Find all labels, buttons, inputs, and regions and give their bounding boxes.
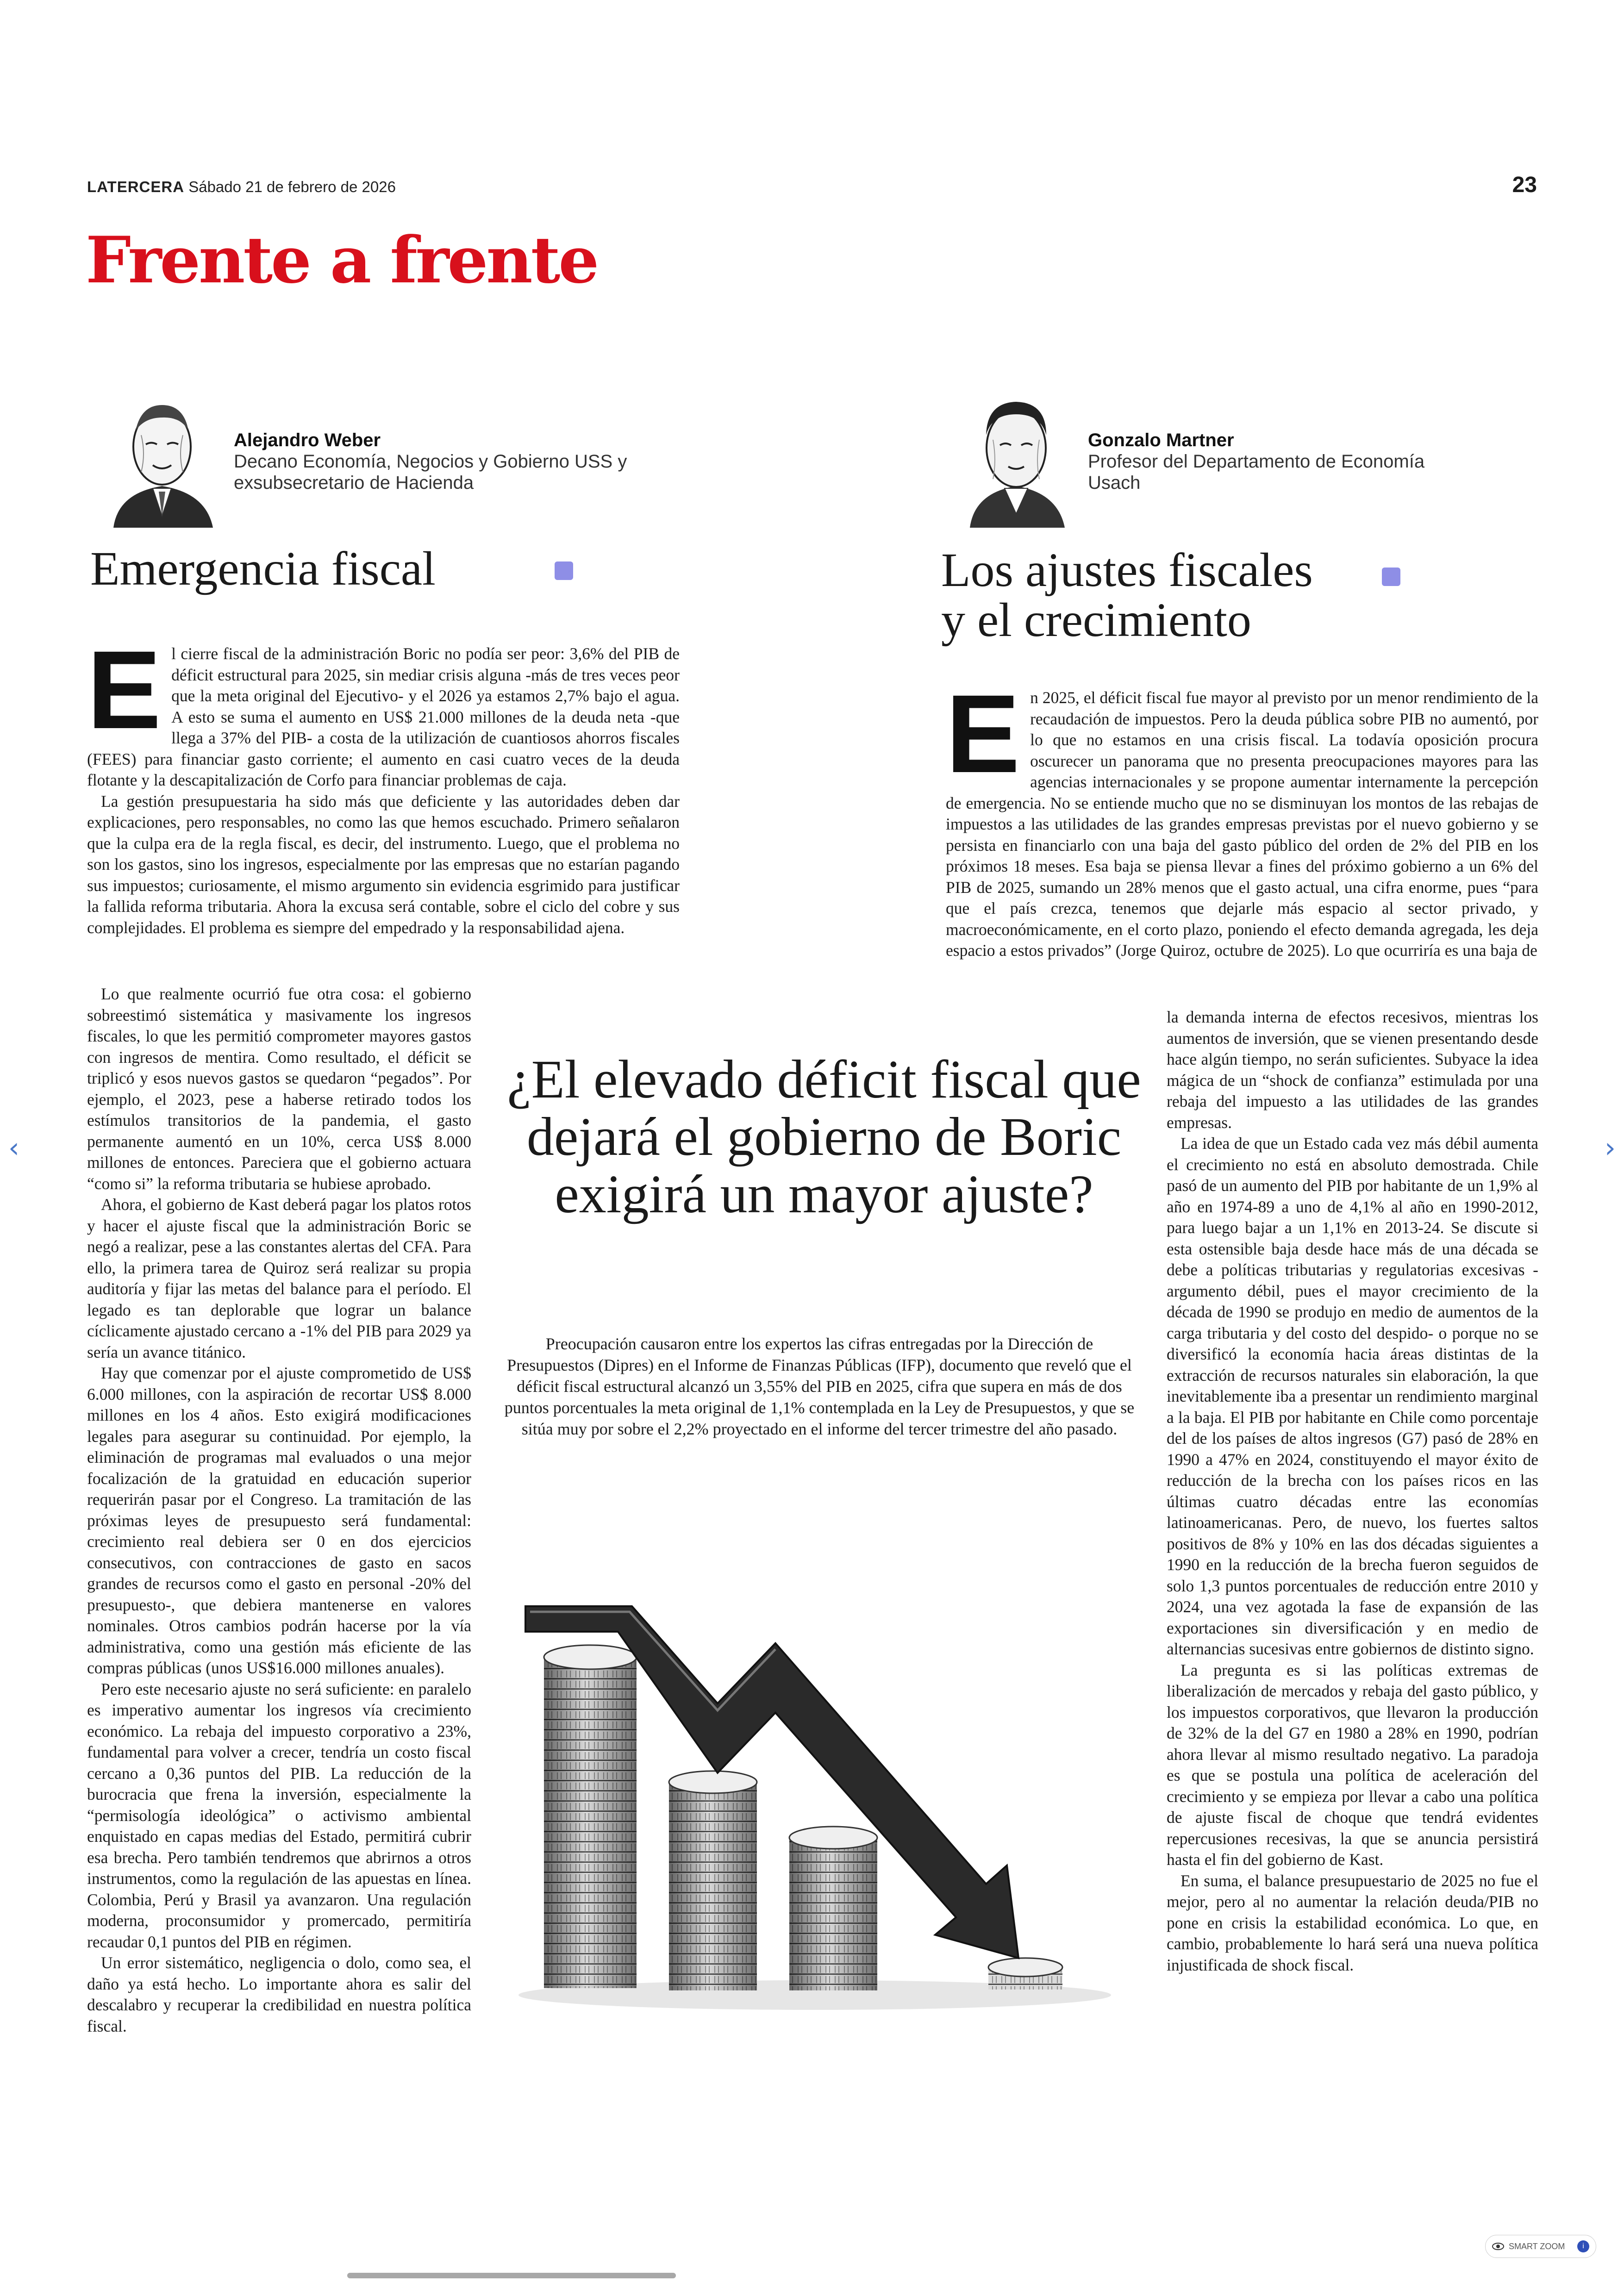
info-icon[interactable]: i [1577, 2240, 1589, 2252]
article-link-marker[interactable] [555, 561, 573, 580]
drop-cap: E [946, 672, 1020, 796]
paragraph: Lo que realmente ocurrió fue otra cosa: el gobierno sobreestimó sistemática y masivamente los ingresos fiscales, lo que les permitió comprometer mayores gastos con ingresos de mentira. Como resultado, el déficit se triplicó y esos nuevos gastos se quedaron “pegados”. Por ejemplo, el 2023, pese a haberse retirado todos los estímulos transitorios de la pandemia, el gasto permanente aumentó en un 10%, cerca US$ 8.000 millones de entonces. Pareciera que el gobierno actuara “como si” la reforma tributaria se hubiese aprobado. [87, 985, 471, 1193]
author-byline-martner [1088, 430, 1424, 493]
paragraph: La idea de que un Estado cada vez más débil aumenta el crecimiento no está en absoluto demostrada. Chile pasó de un aumento del PIB por habitante de un 1,9% al año en 1974-89 a uno de 4,1% al año en 1990-2012, para luego bajar a un 1,1% en 2013-24. Se discute si esta ostensible baja desde hace más de una década se debe a políticas tributarias y regulatorias excesivas -argumento débil, pues el mayor crecimiento de la década de 1990 se produjo en medio de aumentos de la carga tributaria y del costo del despido- o porque no se diversificó la economía hacia áreas distintas de la extracción de recursos naturales sin elaboración, la que inevitablemente iba a presentar un rendimiento marginal a la baja. El PIB por habitante en Chile como porcentaje del de los países de altos ingresos (G7) pasó de 28% en 1990 a 47% en 2024, constituyendo el mayor éxito de reducción de la brecha con los países ricos en las últimas cuatro décadas entre las economías latinoamericanas. Pero, de nuevo, los fuertes saltos positivos de 8% y 10% en las dos décadas siguientes a 1990 en la reducción de la brecha fueron seguidos de solo 1,3 puntos porcentuales de reducción entre 2010 y 2024, una vez agotada la fase de expansión de las exportaciones sin diversificación y en medio de alternancias sucesivas entre gobiernos de distinto signo. [1167, 1134, 1538, 1658]
drop-cap: E [87, 628, 162, 752]
author-role: Usach [1088, 473, 1141, 493]
author-name: Gonzalo Martner [1088, 430, 1234, 450]
author-portrait-weber [104, 389, 220, 528]
previous-page-arrow[interactable]: ‹ [8, 1132, 19, 1164]
author-byline-weber [234, 430, 627, 493]
paragraph: La pregunta es si las políticas extremas de liberalización de mercados y rebaja del gasto público, y los impuestos corporativos, que llevaron la producción de 32% de la del G7 en 1980 a 28% en 1990, podrían ahora llevar al mismo resultado negativo. La paradoja es que se postula una política de aceleración del crecimiento y se empieza por llevar a cabo una política de ajuste fiscal de choque que tendrá evidentes repercusiones recesivas, la que se anuncia persistirá hasta el fin del gobierno de Kast. [1167, 1660, 1538, 1869]
paragraph: Pero este necesario ajuste no será suficiente: en paralelo es imperativo aumentar los ingresos vía crecimiento económico. La rebaja del impuesto corporativo a 23%, fundamental para volver a crecer, tendría un costo fiscal cercano a 0,36 puntos del PIB. La reducción de la burocracia que frena la inversión, especialmente la “permisología ideológica” o activismo ambiental enquistado en capas medias del Estado, permitirá cubrir esa brecha. Pero también tendremos que abrirnos a otros instrumentos, como la regulación de las apuestas en línea. Colombia, Perú y Brasil ya avanzaron. Una regulación moderna, proconsumidor y promercado, permitiría recaudar 0,1 puntos del PIB en régimen. [87, 1679, 471, 1951]
headline-right-line: Los ajustes fiscales [941, 543, 1313, 597]
author-portrait-martner [958, 389, 1074, 528]
page-number: 23 [1512, 173, 1537, 197]
author-role: Profesor del Departamento de Economía [1088, 451, 1425, 472]
author-name: Alejandro Weber [234, 430, 381, 450]
next-page-arrow[interactable]: › [1605, 1132, 1616, 1164]
article-left-body-narrow [87, 984, 471, 2037]
paragraph: Un error sistemático, negligencia o dolo, como sea, el daño ya está hecho. Lo importante ahora es salir del descalabro y recuperar la credibilidad en nuestra política fiscal. [87, 1953, 471, 2035]
masthead [87, 178, 396, 196]
paragraph: La gestión presupuestaria ha sido más que deficiente y las autoridades deben dar explicaciones, pero responsables, no como las que hemos escuchado. Primero señalaron que la culpa era de la regla fiscal, es decir, del instrumento. Luego, que el problema no son los gastos, sino los ingresos, especialmente por las empresas que no estarían pagando sus impuestos; curiosamente, el mismo argumento sin evidencia esgrimido para justificar la fallida reforma tributaria. Ahora la excusa será contable, sobre el ciclo del cobre y sus complejidades. El problema es siempre del empedrado y la responsabilidad ajena. [87, 792, 680, 937]
paragraph: Ahora, el gobierno de Kast deberá pagar los platos rotos y hacer el ajuste fiscal que la administración Boric se negó a realizar, pese a las constantes alertas del CFA. Para ello, la primera tarea de Quiroz será realizar su propia auditoría y fijar las metas del balance para el período. El legado es tan deplorable que lograr un balance cíclicamente ajustado cercano a -1% del PIB para 2029 ya sería un avance titánico. [87, 1195, 471, 1361]
smart-zoom-button[interactable] [1485, 2235, 1596, 2258]
smart-zoom-label: SMART ZOOM [1509, 2241, 1565, 2251]
headline-right-line: y el crecimiento [941, 593, 1251, 647]
headline-left: Emergencia fiscal [90, 542, 436, 595]
headline-right [941, 545, 1358, 645]
paragraph: n 2025, el déficit fiscal fue mayor al previsto por un menor rendimiento de la recaudación de impuestos. Pero la deuda pública sobre PIB no aumentó, por lo que no estamos en una crisis fiscal. La todavía oposición procura oscurecer un panorama que no presenta preocupaciones mayores para las agencias internacionales y se propone aumentar internamente la percepción de emergencia. No se entiende mucho que no se disminuyan los montos de las rebajas de impuestos a las utilidades de las grandes empresas previstas por el nuevo gobierno y se persista en financiarlo con una baja del gasto público del orden de 2% del PIB en los próximos 18 meses. Esa baja se piensa llevar a fines del próximo gobierno a un 6% del PIB de 2025, sumando un 28% menos que el gasto actual, una cifra enorme, pues “para que el país crezca, tenemos que dejarle más espacio al sector privado, y macroeconómicamente, en el corto plazo, poniendo el efecto demanda agregada, les deja espacio a estos privados” (Jorge Quiroz, octubre de 2025). Lo que ocurriría es una baja de [946, 688, 1538, 960]
paragraph: En suma, el balance presupuestario de 2025 no fue el mejor, pero al no aumentar la relación deuda/PIB no pone en crisis la estabilidad económica. Lo que, en cambio, probablemente lo hará será una nueva política injustificada de shock fiscal. [1167, 1871, 1538, 1974]
paragraph: Hay que comenzar por el ajuste comprometido de US$ 6.000 millones, con la aspiración de recortar US$ 8.000 millones en los 4 años. Esto exigirá modificaciones legales para asegurar su continuidad. Por ejemplo, la eliminación de programas mal evaluados o una mejor focalización de la gratuidad en educación superior requerirán pasar por el Congreso. La tramitación de las próximas leyes de presupuesto será fundamental: crecimiento real debiera ser 0 en dos ejercicios consecutivos, con contracciones de gasto en sacos grandes de recursos como el gasto en personal -20% del presupuesto-, que debiera mantenerse en valores nominales. Otros cambios podrán hacerse por la vía administrativa, como una gestión más eficiente de las compras públicas (unos US$16.000 millones anuales). [87, 1364, 471, 1677]
coin-stacks-falling-arrow-illustration [518, 1588, 1139, 2023]
masthead-brand: LATERCERA [87, 178, 185, 195]
author-role: exsubsecretario de Hacienda [234, 473, 474, 493]
article-right-body [946, 672, 1538, 961]
article-link-marker[interactable] [1382, 568, 1400, 586]
paragraph: la demanda interna de efectos recesivos, mientras los aumentos de inversión, que se vienen presentando desde hace algún tiempo, no serán suficientes. Subyace la idea mágica de un “shock de confianza” estimulada por una rebaja del impuesto a las utilidades de las grandes empresas. [1167, 1008, 1538, 1132]
debate-summary: Preocupación causaron entre los expertos las cifras entregadas por la Dirección de Presupuestos (Dipres) en el Informe de Finanzas Públicas (IFP), documento que reveló que el déficit fiscal estructural alcanzó un 3,55% del PIB en 2025, cifra que supera en más de dos puntos porcentuales la meta original de 1,1% contemplada en la Ley de Presupuestos, y que se sitúa muy por sobre el 2,2% proyectado en el informe del tercer trimestre del año pasado. [504, 1335, 1135, 1438]
author-role: Decano Economía, Negocios y Gobierno USS y [234, 451, 627, 472]
masthead-date: Sábado 21 de febrero de 2026 [188, 178, 396, 195]
section-title: Frente a frente [86, 222, 598, 298]
paragraph: l cierre fiscal de la administración Boric no podía ser peor: 3,6% del PIB de déficit estructural para 2025, sin mediar crisis alguna -más de tres veces peor que la meta original del Ejecutivo- y el 2026 ya estamos 2,7% bajo el agua. A esto se suma el aumento en US$ 21.000 millones de la deuda neta -que llega a 37% del PIB- a costa de la utilización de cuantiosos ahorros fiscales (FEES) para financiar gasto corriente; el aumento en casi cuatro veces de la deuda flotante y la descapitalización de Corfo para financiar problemas de caja. [87, 644, 680, 789]
horizontal-scrollbar[interactable] [347, 2273, 676, 2278]
article-right-body-narrow [1167, 1007, 1538, 1976]
article-left-body [87, 628, 680, 938]
eye-icon [1492, 2243, 1504, 2250]
debate-question: ¿El elevado déficit fiscal que dejará el gobierno de Boric exigirá un mayor ajuste? [507, 1049, 1141, 1224]
